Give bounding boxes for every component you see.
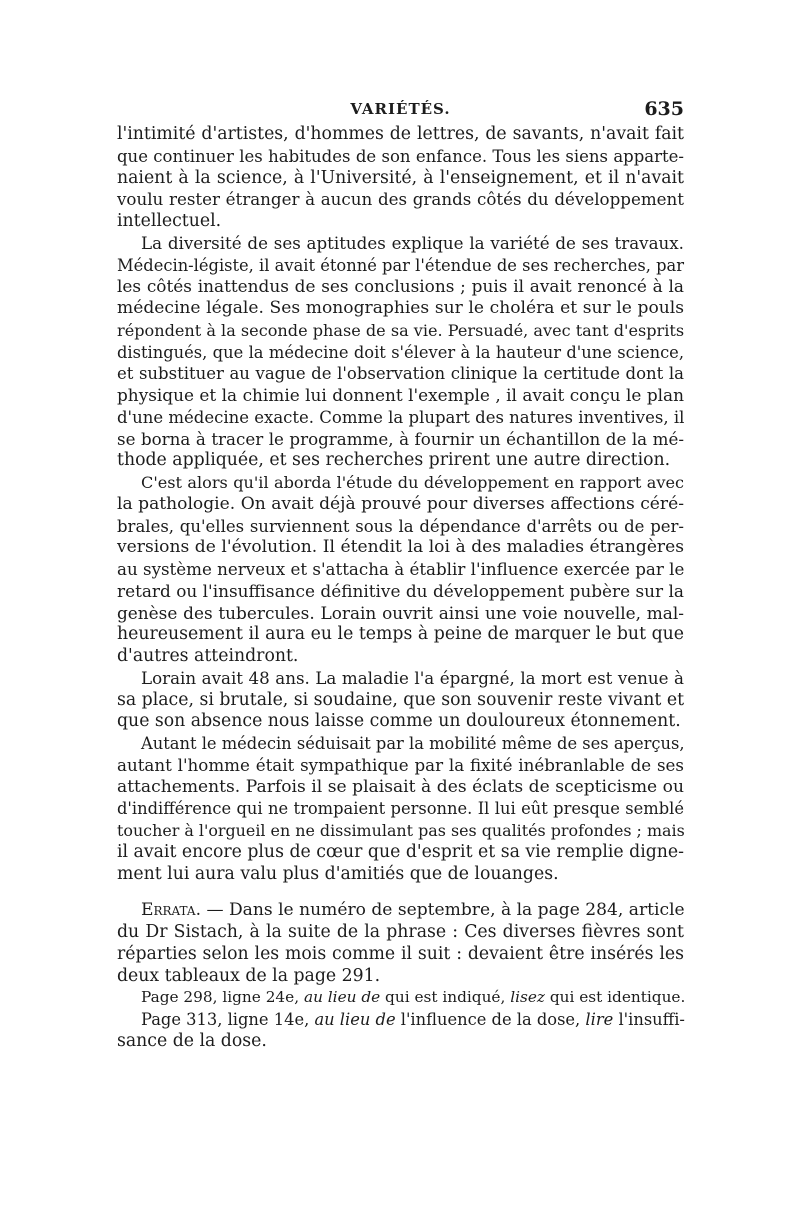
text-line: autant l'homme était sympathique par la fixité inébranlable de ses xyxy=(117,754,684,775)
paragraph-2 xyxy=(117,233,684,472)
text-line: répondent à la seconde phase de sa vie. Persuadé, avec tant d'esprits xyxy=(117,320,685,340)
text-line: la pathologie. On avait déjà prouvé pour diverses affections céré- xyxy=(117,493,684,514)
correction-text: qui est identique. xyxy=(544,988,686,1007)
text-line: ment lui aura valu plus d'amitiés que de louanges. xyxy=(117,863,559,884)
correction-text: l'insuffi- xyxy=(613,1010,685,1029)
text-line: brales, qu'elles surviennent sous la dépendance d'arrêts ou de per- xyxy=(117,516,684,536)
text-line: d'indifférence qui ne trompaient personne. Il lui eût presque semblé xyxy=(117,799,684,819)
text-line: se borna à tracer le programme, à fournir un échantillon de la mé- xyxy=(117,428,684,449)
text-line: Lorain avait 48 ans. La maladie l'a épargné, la mort est venue à xyxy=(141,667,684,688)
correction-text: Page 313, ligne 14e, xyxy=(141,1010,315,1029)
text-line xyxy=(117,987,684,1009)
text-line: que continuer les habitudes de son enfance. Tous les siens apparte- xyxy=(117,146,684,166)
text-line: retard ou l'insuffisance définitive du développement pubère sur la xyxy=(117,580,684,601)
text-line: heureusement il aura eu le temps à peine de marquer le but que xyxy=(117,624,684,645)
text-line: deux tableaux de la page 291. xyxy=(117,965,381,986)
paragraph-4 xyxy=(117,668,684,733)
correction-text: qui est indiqué, xyxy=(380,988,511,1007)
text-line: intellectuel. xyxy=(117,211,222,231)
text-line: les côtés inattendus de ses conclusions ; puis il avait renoncé à la xyxy=(117,276,684,297)
text-line: réparties selon les mois comme il suit : devaient être insérés les xyxy=(117,943,684,964)
text-line: sa place, si brutale, si soudaine, que son souvenir reste vivant et xyxy=(117,689,685,710)
text-line xyxy=(117,900,684,922)
text-line: physique et la chimie lui donnent l'exemple , il avait conçu le plan xyxy=(117,385,684,405)
section-gap xyxy=(117,885,684,900)
correction-italic: lire xyxy=(585,1010,614,1029)
text-line: que son absence nous laisse comme un douloureux étonnement. xyxy=(117,711,681,732)
text-line: La diversité de ses aptitudes explique la variété de ses travaux. xyxy=(141,232,684,253)
errata xyxy=(117,900,684,1052)
correction-text: Page 298, ligne 24e, xyxy=(141,988,304,1007)
text-line: Autant le médecin séduisait par la mobilité même de ses aperçus, xyxy=(141,734,685,753)
text-line: médecine légale. Ses monographies sur le choléra et sur le pouls xyxy=(117,298,684,318)
paragraph-1 xyxy=(117,124,684,233)
text-line: d'une médecine exacte. Comme la plupart des natures inventives, il xyxy=(117,407,685,427)
text-line: d'autres atteindront. xyxy=(117,646,299,666)
text-line: versions de l'évolution. Il étendit la loi à des maladies étrangères xyxy=(117,537,684,558)
text-line: et substituer au vague de l'observation clinique la certitude dont la xyxy=(117,364,684,384)
text-line: il avait encore plus de cœur que d'esprit et sa vie remplie digne- xyxy=(117,841,684,862)
running-head xyxy=(117,100,684,126)
text-line: distingués, que la médecine doit s'élever à la hauteur d'une science, xyxy=(117,342,684,362)
text-line: l'intimité d'artistes, d'hommes de lettres, de savants, n'avait fait xyxy=(117,124,684,144)
text-line: voulu rester étranger à aucun des grands côtés du développement xyxy=(117,189,684,210)
paragraph-5 xyxy=(117,733,684,885)
body-text xyxy=(117,124,684,1053)
errata-text: — Dans le numéro de septembre, à la page 284, article xyxy=(201,900,685,921)
text-line: naient à la science, à l'Université, à l'enseignement, et il n'avait xyxy=(117,167,684,188)
text-line: attachements. Parfois il se plaisait à des éclats de scepticisme ou xyxy=(117,776,684,797)
text-line: du Dr Sistach, à la suite de la phrase : Ces diverses fièvres sont xyxy=(117,922,684,942)
text-line: toucher à l'orgueil en ne dissimulant pas ses qualités profondes ; mais xyxy=(117,821,685,840)
correction-italic: au lieu de xyxy=(314,1010,396,1029)
correction-italic: lisez xyxy=(510,988,545,1007)
text-line: C'est alors qu'il aborda l'étude du développement en rapport avec xyxy=(141,473,684,492)
text-line xyxy=(117,1009,684,1031)
paragraph-3 xyxy=(117,472,684,668)
correction-italic: au lieu de xyxy=(303,988,381,1007)
text-line: au système nerveux et s'attacha à établir l'influence exercée par le xyxy=(117,559,685,579)
text-line: sance de la dose. xyxy=(117,1030,267,1051)
running-title: VARIÉTÉS. xyxy=(350,100,451,118)
text-line: Médecin-légiste, il avait étonné par l'étendue de ses recherches, par xyxy=(117,255,684,275)
errata-label: Errata. xyxy=(141,900,202,921)
text-line: thode appliquée, et ses recherches prirent une autre direction. xyxy=(117,450,671,471)
correction-text: l'influence de la dose, xyxy=(395,1010,586,1029)
page-number: 635 xyxy=(644,98,684,120)
text-line: genèse des tubercules. Lorain ouvrit ainsi une voie nouvelle, mal- xyxy=(117,602,684,623)
